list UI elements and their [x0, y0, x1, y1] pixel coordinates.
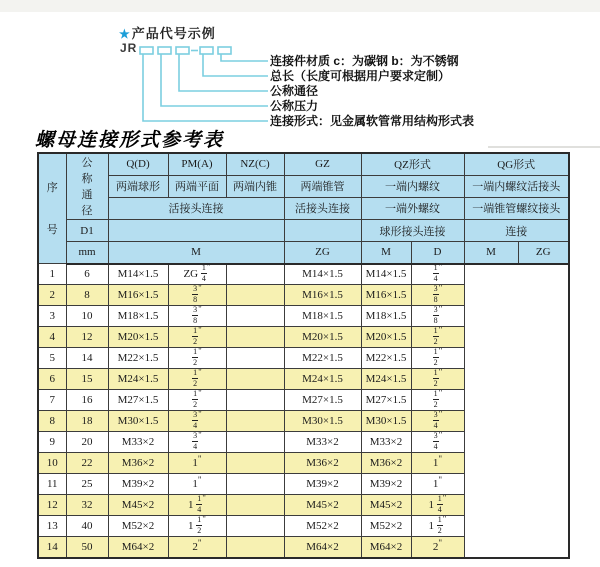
cell-m: M36×2: [108, 453, 168, 474]
cell-m: M14×1.5: [108, 264, 168, 285]
cell-zg: $\frac{1}{2}$ ": [168, 327, 226, 348]
header-row-1: [38, 153, 569, 175]
header-row-3: [38, 197, 569, 219]
cell-no: 4: [38, 327, 66, 348]
cell-qg-m: M27×1.5: [361, 390, 411, 411]
header-qz-external-thread: 一端外螺纹: [361, 197, 464, 219]
cell-no: 12: [38, 495, 66, 516]
cell-qg-zg: 1": [411, 474, 464, 495]
table-row: [38, 453, 569, 474]
cell-qz-m: [226, 537, 284, 558]
cell-zg: $\frac{1}{2}$ ": [168, 369, 226, 390]
header-blank-span: [108, 220, 284, 242]
cell-qz-d: M18×1.5: [284, 306, 361, 327]
cell-qg-zg: $\frac{3}{4}$ ": [411, 432, 464, 453]
cell-qz-d: M64×2: [284, 537, 361, 558]
cell-dn: 6: [66, 264, 108, 285]
header-blank-gz: [284, 220, 361, 242]
cell-no: 9: [38, 432, 66, 453]
table-row: [38, 285, 569, 306]
cell-dn: 10: [66, 306, 108, 327]
cell-qg-m: M36×2: [361, 453, 411, 474]
cell-dn: 12: [66, 327, 108, 348]
header-qz-form: QZ形式: [361, 153, 464, 175]
header-gz-union-connection: 活接头连接: [284, 197, 361, 219]
cell-qg-zg: $\frac{3}{8}$ ": [411, 306, 464, 327]
cell-qz-d: M20×1.5: [284, 327, 361, 348]
cell-m: M16×1.5: [108, 285, 168, 306]
product-code-heading-text: 产品代号示例: [131, 26, 216, 41]
cell-zg: 2": [168, 537, 226, 558]
header-serial: 序号: [38, 153, 66, 264]
header-row-2: [38, 175, 569, 197]
cell-dn: 25: [66, 474, 108, 495]
cell-qg-m: M24×1.5: [361, 369, 411, 390]
cell-zg: $\frac{1}{2}$ ": [168, 348, 226, 369]
cell-qz-d: M22×1.5: [284, 348, 361, 369]
top-gray-band: [0, 0, 600, 12]
label-nominal-pressure: 公称压力: [270, 99, 319, 113]
cell-m: M27×1.5: [108, 390, 168, 411]
cell-qz-d: M39×2: [284, 474, 361, 495]
cell-qz-m: [226, 390, 284, 411]
page-title: 螺母连接形式参考表: [35, 129, 225, 151]
label-connector-material: 连接件材质 c：为碳钢 b：为不锈钢: [270, 54, 459, 68]
cell-qz-m: [226, 453, 284, 474]
cell-qz-m: [226, 411, 284, 432]
header-nominal-diameter: 公称通径: [66, 153, 108, 220]
cell-zg: 1 $\frac{1}{2}$ ": [168, 516, 226, 537]
cell-m: M45×2: [108, 495, 168, 516]
cell-dn: 16: [66, 390, 108, 411]
cell-qg-zg: 1": [411, 453, 464, 474]
cell-qz-m: [226, 348, 284, 369]
header-nzc-desc: 两端内锥: [226, 175, 284, 197]
cell-qg-m: M52×2: [361, 516, 411, 537]
code-box-3: [176, 47, 189, 54]
cell-qg-zg: $\frac{1}{2}$ ": [411, 369, 464, 390]
cell-qz-d: M36×2: [284, 453, 361, 474]
table-row: [38, 369, 569, 390]
cell-no: 1: [38, 264, 66, 285]
cell-qg-zg: $\frac{1}{2}$ ": [411, 348, 464, 369]
header-qg-taper-thread: 一端锥管螺纹接头: [464, 197, 569, 219]
cell-qz-d: M52×2: [284, 516, 361, 537]
cell-qg-zg: $\frac{1}{2}$ ": [411, 327, 464, 348]
header-zg: ZG: [284, 242, 361, 264]
cell-no: 3: [38, 306, 66, 327]
table-row: [38, 432, 569, 453]
header-connection: 连接: [464, 220, 569, 242]
header-nzc: NZ(C): [226, 153, 284, 175]
header-qd-desc: 两端球形: [108, 175, 168, 197]
cell-no: 10: [38, 453, 66, 474]
cell-qz-m: [226, 516, 284, 537]
cell-qg-zg: $\frac{1}{4}$ ": [411, 264, 464, 285]
cell-qz-m: [226, 495, 284, 516]
header-qg-m: M: [464, 242, 518, 264]
cell-no: 7: [38, 390, 66, 411]
cell-zg: ZG $\frac{1}{4}$ ": [168, 264, 226, 285]
cell-qg-m: M14×1.5: [361, 264, 411, 285]
cell-qz-m: [226, 474, 284, 495]
cell-qg-m: M39×2: [361, 474, 411, 495]
code-box-5: [218, 47, 231, 54]
cell-dn: 20: [66, 432, 108, 453]
header-qg-form: QG形式: [464, 153, 569, 175]
table-row: [38, 411, 569, 432]
connector-line-diameter: [179, 54, 268, 91]
cell-m: M22×1.5: [108, 348, 168, 369]
header-qz-m: M: [361, 242, 411, 264]
cell-no: 13: [38, 516, 66, 537]
cell-m: M33×2: [108, 432, 168, 453]
header-qg-desc: 一端内螺纹活接头: [464, 175, 569, 197]
cell-dn: 40: [66, 516, 108, 537]
cell-zg: 1 $\frac{1}{4}$ ": [168, 495, 226, 516]
cell-zg: 1": [168, 474, 226, 495]
cell-qg-zg: 1 $\frac{1}{2}$ ": [411, 516, 464, 537]
cell-m: M64×2: [108, 537, 168, 558]
cell-qg-m: M64×2: [361, 537, 411, 558]
header-ball-joint-connection: 球形接头连接: [361, 220, 464, 242]
header-gz-desc: 两端锥管: [284, 175, 361, 197]
cell-dn: 14: [66, 348, 108, 369]
header-gz: GZ: [284, 153, 361, 175]
cell-m: M18×1.5: [108, 306, 168, 327]
cell-qz-d: M24×1.5: [284, 369, 361, 390]
header-pma-desc: 两端平面: [168, 175, 226, 197]
header-union-connection: 活接头连接: [108, 197, 284, 219]
cell-dn: 8: [66, 285, 108, 306]
cell-qz-d: M16×1.5: [284, 285, 361, 306]
cell-dn: 15: [66, 369, 108, 390]
table-row: [38, 495, 569, 516]
cell-qg-zg: $\frac{3}{8}$ ": [411, 285, 464, 306]
cell-qg-zg: $\frac{1}{2}$ ": [411, 390, 464, 411]
cell-m: M52×2: [108, 516, 168, 537]
star-icon: ★: [119, 27, 131, 41]
cell-qz-d: M14×1.5: [284, 264, 361, 285]
cell-zg: $\frac{3}{8}$ ": [168, 285, 226, 306]
label-connection-form: 连接形式：见金属软管常用结构形式表: [270, 114, 475, 128]
label-nominal-diameter: 公称通径: [270, 84, 319, 98]
header-row-4: [38, 220, 569, 242]
product-code-heading: [119, 23, 216, 42]
cell-qz-m: [226, 327, 284, 348]
connector-line-length: [203, 54, 268, 76]
table-row: [38, 348, 569, 369]
cell-qg-zg: $\frac{3}{4}$ ": [411, 411, 464, 432]
cell-zg: 1": [168, 453, 226, 474]
table-body: [38, 264, 569, 558]
cell-qz-d: M33×2: [284, 432, 361, 453]
header-pma: PM(A): [168, 153, 226, 175]
header-m-span: M: [108, 242, 284, 264]
cell-zg: $\frac{3}{8}$ ": [168, 306, 226, 327]
table-row: [38, 390, 569, 411]
scan-artifact-line: [488, 146, 600, 148]
nut-connection-reference-table: [37, 152, 570, 559]
cell-no: 8: [38, 411, 66, 432]
header-qg-zg: ZG: [518, 242, 569, 264]
cell-m: M30×1.5: [108, 411, 168, 432]
cell-qz-m: [226, 264, 284, 285]
header-qd: Q(D): [108, 153, 168, 175]
cell-qz-d: M45×2: [284, 495, 361, 516]
table-header: [38, 153, 569, 264]
cell-zg: $\frac{1}{2}$ ": [168, 390, 226, 411]
cell-no: 5: [38, 348, 66, 369]
cell-qg-m: M16×1.5: [361, 285, 411, 306]
cell-dn: 22: [66, 453, 108, 474]
cell-qz-m: [226, 285, 284, 306]
label-total-length: 总长（长度可根据用户要求定制）: [270, 69, 451, 83]
cell-qg-zg: 2": [411, 537, 464, 558]
cell-qg-m: M20×1.5: [361, 327, 411, 348]
connector-line-material: [221, 54, 268, 61]
cell-dn: 18: [66, 411, 108, 432]
cell-qz-m: [226, 432, 284, 453]
header-row-5: [38, 242, 569, 264]
header-d1: D1: [66, 220, 108, 242]
cell-qz-d: M27×1.5: [284, 390, 361, 411]
table-row: [38, 327, 569, 348]
cell-dn: 50: [66, 537, 108, 558]
product-code-prefix: JR: [120, 41, 138, 55]
cell-no: 14: [38, 537, 66, 558]
code-box-2: [158, 47, 171, 54]
table-row: [38, 264, 569, 285]
table-row: [38, 306, 569, 327]
cell-qg-m: M30×1.5: [361, 411, 411, 432]
cell-qz-m: [226, 306, 284, 327]
cell-qg-zg: 1 $\frac{1}{4}$ ": [411, 495, 464, 516]
cell-qg-m: M18×1.5: [361, 306, 411, 327]
cell-qg-m: M22×1.5: [361, 348, 411, 369]
table-row: [38, 474, 569, 495]
code-box-4: [200, 47, 213, 54]
code-box-1: [140, 47, 153, 54]
cell-zg: $\frac{3}{4}$ ": [168, 411, 226, 432]
cell-m: M24×1.5: [108, 369, 168, 390]
header-qz-d: D: [411, 242, 464, 264]
cell-no: 2: [38, 285, 66, 306]
header-mm: mm: [66, 242, 108, 264]
table-row: [38, 516, 569, 537]
cell-no: 6: [38, 369, 66, 390]
cell-qg-m: M33×2: [361, 432, 411, 453]
cell-qg-m: M45×2: [361, 495, 411, 516]
cell-zg: $\frac{3}{4}$ ": [168, 432, 226, 453]
header-qz-desc: 一端内螺纹: [361, 175, 464, 197]
cell-dn: 32: [66, 495, 108, 516]
table-row: [38, 537, 569, 558]
product-code-connector-diagram: [115, 42, 285, 132]
cell-no: 11: [38, 474, 66, 495]
cell-qz-m: [226, 369, 284, 390]
cell-qz-d: M30×1.5: [284, 411, 361, 432]
cell-m: M20×1.5: [108, 327, 168, 348]
cell-m: M39×2: [108, 474, 168, 495]
